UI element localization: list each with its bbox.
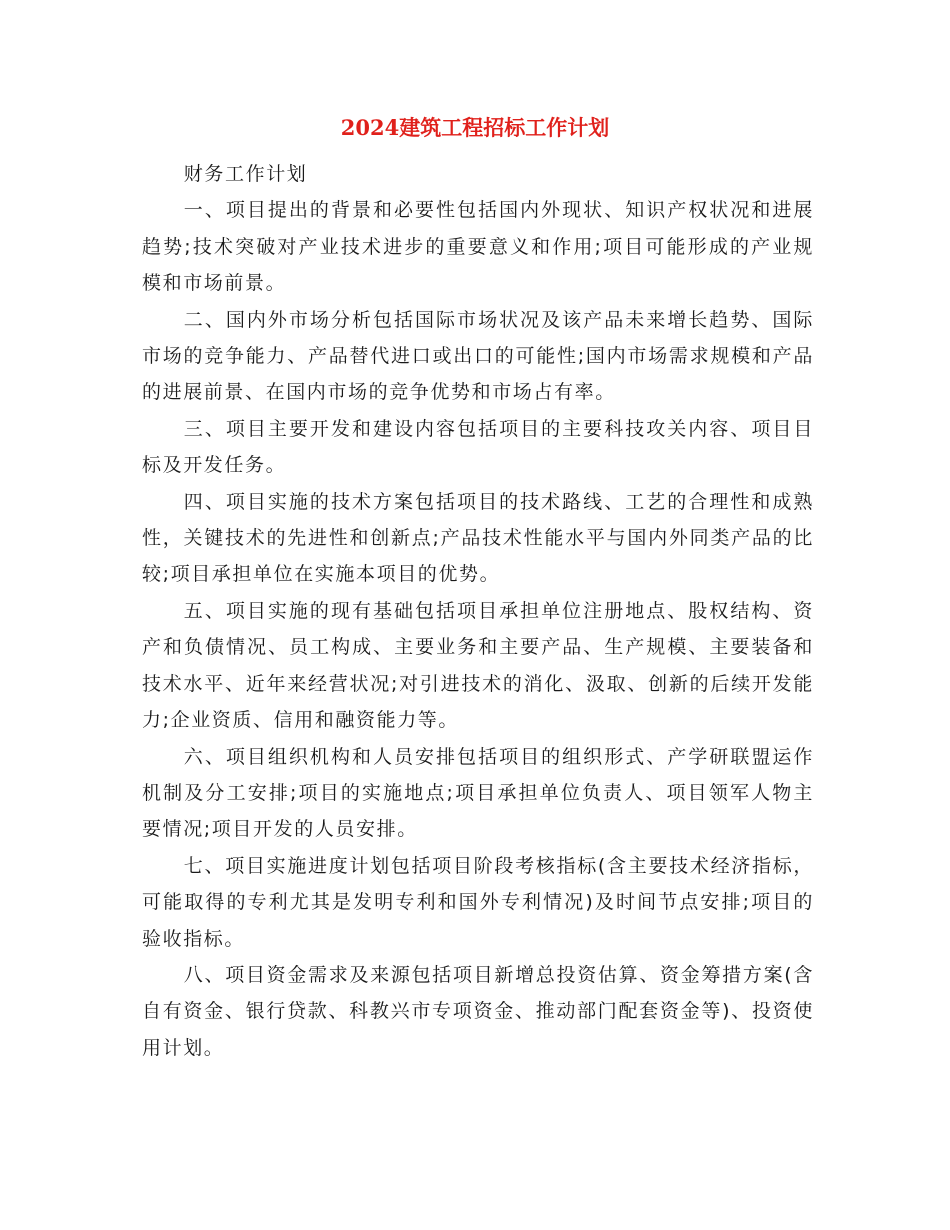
paragraph-subtitle: 财务工作计划	[183, 163, 308, 185]
paragraph-section-4: 四、项目实施的技术方案包括项目的技术路线、工艺的合理性和成熟性，关键技术的先进性和创新点;产品技术性能水平与国内外同类产品的比较;项目承担单位在实施本项目的优势。	[142, 490, 814, 586]
paragraph-section-2: 二、国内外市场分析包括国际市场状况及该产品未来增长趋势、国际市场的竞争能力、产品替代进口或出口的可能性;国内市场需求规模和产品的进展前景、在国内市场的竞争优势和市场占有率。	[142, 308, 814, 404]
paragraph-section-1: 一、项目提出的背景和必要性包括国内外现状、知识产权状况和进展趋势;技术突破对产业技术进步的重要意义和作用;项目可能形成的产业规模和市场前景。	[142, 199, 814, 295]
paragraph-section-8: 八、项目资金需求及来源包括项目新增总投资估算、资金筹措方案(含自有资金、银行贷款、科教兴市专项资金、推动部门配套资金等)、投资使用计划。	[142, 963, 814, 1059]
paragraph-section-3: 三、项目主要开发和建设内容包括项目的主要科技攻关内容、项目目标及开发任务。	[142, 417, 814, 477]
paragraph-section-6: 六、项目组织机构和人员安排包括项目的组织形式、产学研联盟运作机制及分工安排;项目的实施地点;项目承担单位负责人、项目领军人物主要情况;项目开发的人员安排。	[142, 745, 814, 841]
document-title: 2024建筑工程招标工作计划	[340, 115, 610, 140]
document-body	[142, 156, 814, 1066]
paragraph-section-5: 五、项目实施的现有基础包括项目承担单位注册地点、股权结构、资产和负债情况、员工构成、主要业务和主要产品、生产规模、主要装备和技术水平、近年来经营状况;对引进技术的消化、汲取、创新的后续开发能力;企业资质、信用和融资能力等。	[142, 599, 814, 732]
paragraph-section-7: 七、项目实施进度计划包括项目阶段考核指标(含主要技术经济指标，可能取得的专利尤其是发明专利和国外专利情况)及时间节点安排;项目的验收指标。	[142, 854, 814, 950]
